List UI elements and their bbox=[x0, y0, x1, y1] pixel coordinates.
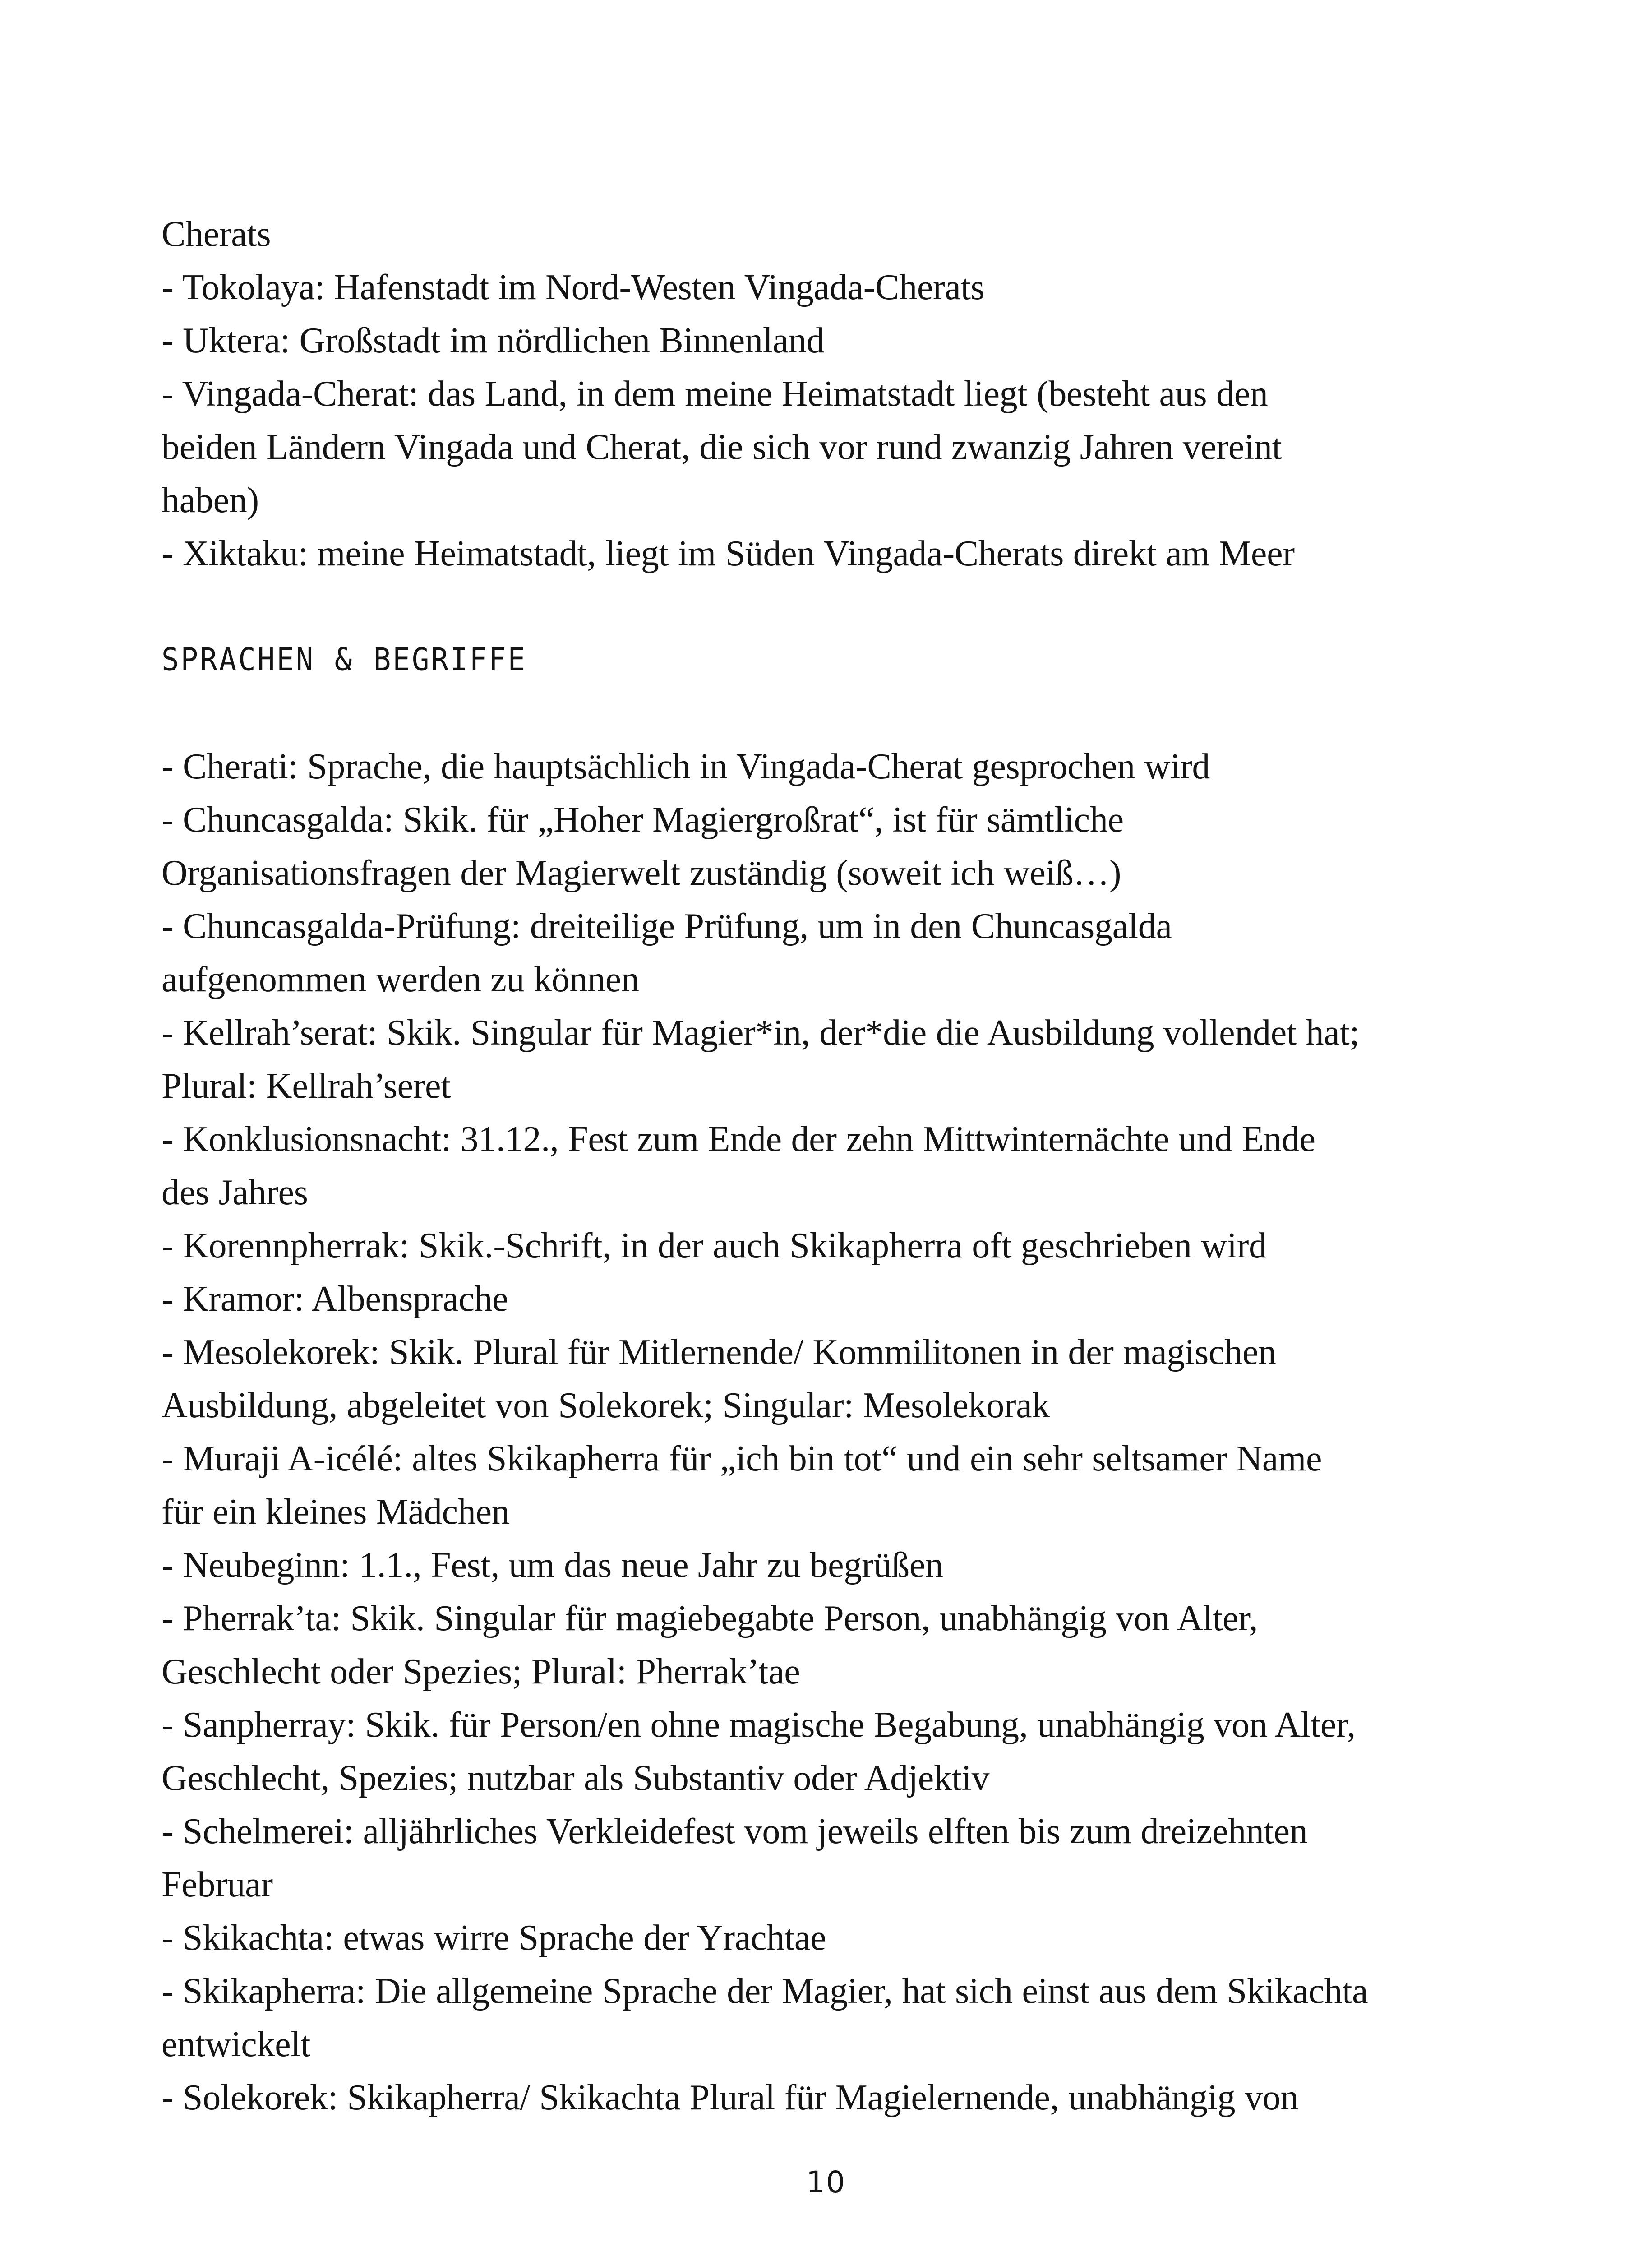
text-line: entwickelt bbox=[162, 2025, 311, 2064]
text-line: - Chuncasgalda: Skik. für „Hoher Magiergroßrat“, ist für sämtliche bbox=[162, 800, 1124, 840]
text-line: - Tokolaya: Hafenstadt im Nord-Westen Vingada-Cherats bbox=[162, 268, 985, 307]
text-line: - Solekorek: Skikapherra/ Skikachta Plural für Magielernende, unabhängig von bbox=[162, 2078, 1299, 2117]
text-line: Organisationsfragen der Magierwelt zuständig (soweit ich weiß…) bbox=[162, 853, 1121, 893]
text-line: - Konklusionsnacht: 31.12., Fest zum Ende der zehn Mittwinternächte und Ende bbox=[162, 1119, 1315, 1159]
text-line: - Uktera: Großstadt im nördlichen Binnenland bbox=[162, 321, 825, 361]
place-list bbox=[162, 208, 1510, 580]
text-line: - Schelmerei: alljährliches Verkleidefest vom jeweils elften bis zum dreizehnten bbox=[162, 1812, 1308, 1851]
text-line: Geschlecht oder Spezies; Plural: Pherrak’tae bbox=[162, 1652, 800, 1692]
text-line: - Kellrah’serat: Skik. Singular für Magier*in, der*die die Ausbildung vollendet hat; bbox=[162, 1013, 1360, 1053]
text-line: Ausbildung, abgeleitet von Solekorek; Singular: Mesolekorak bbox=[162, 1386, 1050, 1425]
text-line: Cherats bbox=[162, 214, 271, 254]
text-line: - Chuncasgalda-Prüfung: dreiteilige Prüfung, um in den Chuncasgalda bbox=[162, 906, 1172, 946]
text-line: - Xiktaku: meine Heimatstadt, liegt im Süden Vingada-Cherats direkt am Meer bbox=[162, 534, 1295, 573]
text-line: für ein kleines Mädchen bbox=[162, 1492, 510, 1532]
text-line: - Cherati: Sprache, die hauptsächlich in Vingada-Cherat gesprochen wird bbox=[162, 747, 1210, 786]
text-line: des Jahres bbox=[162, 1173, 308, 1212]
text-line: Geschlecht, Spezies; nutzbar als Substantiv oder Adjektiv bbox=[162, 1758, 990, 1798]
text-line: aufgenommen werden zu können bbox=[162, 960, 639, 999]
text-line: - Muraji A-icélé: altes Skikapherra für „ich bin tot“ und ein sehr seltsamer Name bbox=[162, 1439, 1322, 1479]
text-line: Februar bbox=[162, 1865, 273, 1905]
page-body bbox=[162, 208, 1510, 2124]
text-line: - Skikachta: etwas wirre Sprache der Yrachtae bbox=[162, 1918, 826, 1958]
page-number: 10 bbox=[806, 2165, 846, 2200]
text-line: haben) bbox=[162, 481, 259, 520]
text-line: - Mesolekorek: Skik. Plural für Mitlernende/ Kommilitonen in der magischen bbox=[162, 1332, 1276, 1372]
text-line: - Pherrak’ta: Skik. Singular für magiebegabte Person, unabhängig von Alter, bbox=[162, 1599, 1258, 1638]
text-line: - Sanpherray: Skik. für Person/en ohne magische Begabung, unabhängig von Alter, bbox=[162, 1705, 1356, 1745]
text-line: - Vingada-Cherat: das Land, in dem meine Heimatstadt liegt (besteht aus den bbox=[162, 374, 1268, 414]
section-heading: SPRACHEN & BEGRIFFE bbox=[162, 642, 527, 678]
text-line: - Neubeginn: 1.1., Fest, um das neue Jahr zu begrüßen bbox=[162, 1545, 943, 1585]
glossary-list bbox=[162, 740, 1510, 2124]
text-line: Plural: Kellrah’seret bbox=[162, 1066, 451, 1106]
text-line: - Kramor: Albensprache bbox=[162, 1279, 508, 1319]
text-line: - Korennpherrak: Skik.-Schrift, in der auch Skikapherra oft geschrieben wird bbox=[162, 1226, 1267, 1266]
text-line: - Skikapherra: Die allgemeine Sprache der Magier, hat sich einst aus dem Skikachta bbox=[162, 1971, 1368, 2011]
text-line: beiden Ländern Vingada und Cherat, die sich vor rund zwanzig Jahren vereint bbox=[162, 427, 1282, 467]
